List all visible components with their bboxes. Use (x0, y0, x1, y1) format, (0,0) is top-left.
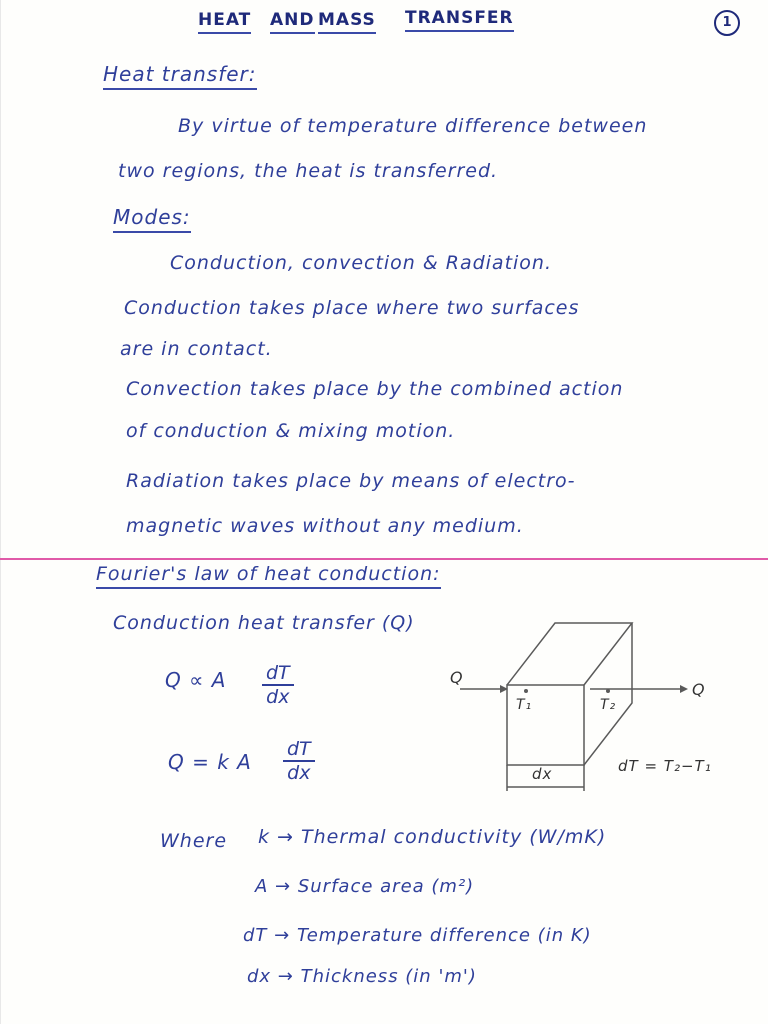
heat-out-arrowhead (680, 685, 688, 693)
heat-transfer-heading: Heat transfer: (103, 62, 257, 90)
q-in-label: Q (450, 668, 464, 687)
t2-label: T₂ (600, 697, 617, 713)
modes-list: Conduction, convection & Radiation. (170, 252, 553, 274)
fourier-subheading: Conduction heat transfer (Q) (113, 612, 415, 634)
title-heat: HEAT (198, 10, 251, 34)
convection-line-2: of conduction & mixing motion. (126, 420, 456, 442)
title-transfer: TRANSFER (405, 8, 514, 32)
fourier-equation: Q = k A (168, 750, 252, 774)
dt-equation: dT = T₂−T₁ (618, 757, 712, 775)
t1-label: T₁ (516, 697, 533, 713)
fourier-heading: Fourier's law of heat conduction: (96, 563, 441, 589)
def-a: A → Surface area (m²) (255, 876, 475, 897)
definition-line-2: two regions, the heat is transferred. (118, 160, 499, 182)
title-mass: MASS (318, 10, 376, 34)
dx-label: dx (532, 765, 553, 783)
fraction-numerator: dT (262, 662, 294, 686)
radiation-line-2: magnetic waves without any medium. (126, 515, 524, 537)
conduction-line-1: Conduction takes place where two surfaces (124, 297, 580, 319)
t2-point (606, 689, 610, 693)
t1-point (524, 689, 528, 693)
q-out-label: Q (692, 680, 706, 699)
conduction-line-2: are in contact. (120, 338, 273, 360)
section-divider (0, 558, 768, 560)
slab-side-face (584, 623, 632, 765)
page-edge (0, 0, 1, 1024)
where-label: Where (160, 830, 228, 852)
definition-line-1: By virtue of temperature difference between (178, 115, 648, 137)
page-number: 1 (714, 10, 740, 36)
fraction-denominator: dx (287, 762, 311, 784)
def-dx: dx → Thickness (in 'm') (247, 966, 477, 987)
def-k: k → Thermal conductivity (W/mK) (258, 826, 607, 848)
convection-line-1: Convection takes place by the combined action (126, 378, 624, 400)
slab-top-face (507, 623, 632, 685)
title-and: AND (270, 10, 315, 34)
fraction-numerator: dT (283, 738, 315, 762)
modes-heading: Modes: (113, 205, 191, 233)
fraction-denominator: dx (266, 686, 290, 708)
gradient-fraction-1 (262, 662, 294, 708)
gradient-fraction-2 (283, 738, 315, 784)
def-dt: dT → Temperature difference (in K) (243, 925, 592, 946)
radiation-line-1: Radiation takes place by means of electro- (126, 470, 576, 492)
proportional-relation: Q ∝ A (165, 668, 227, 692)
